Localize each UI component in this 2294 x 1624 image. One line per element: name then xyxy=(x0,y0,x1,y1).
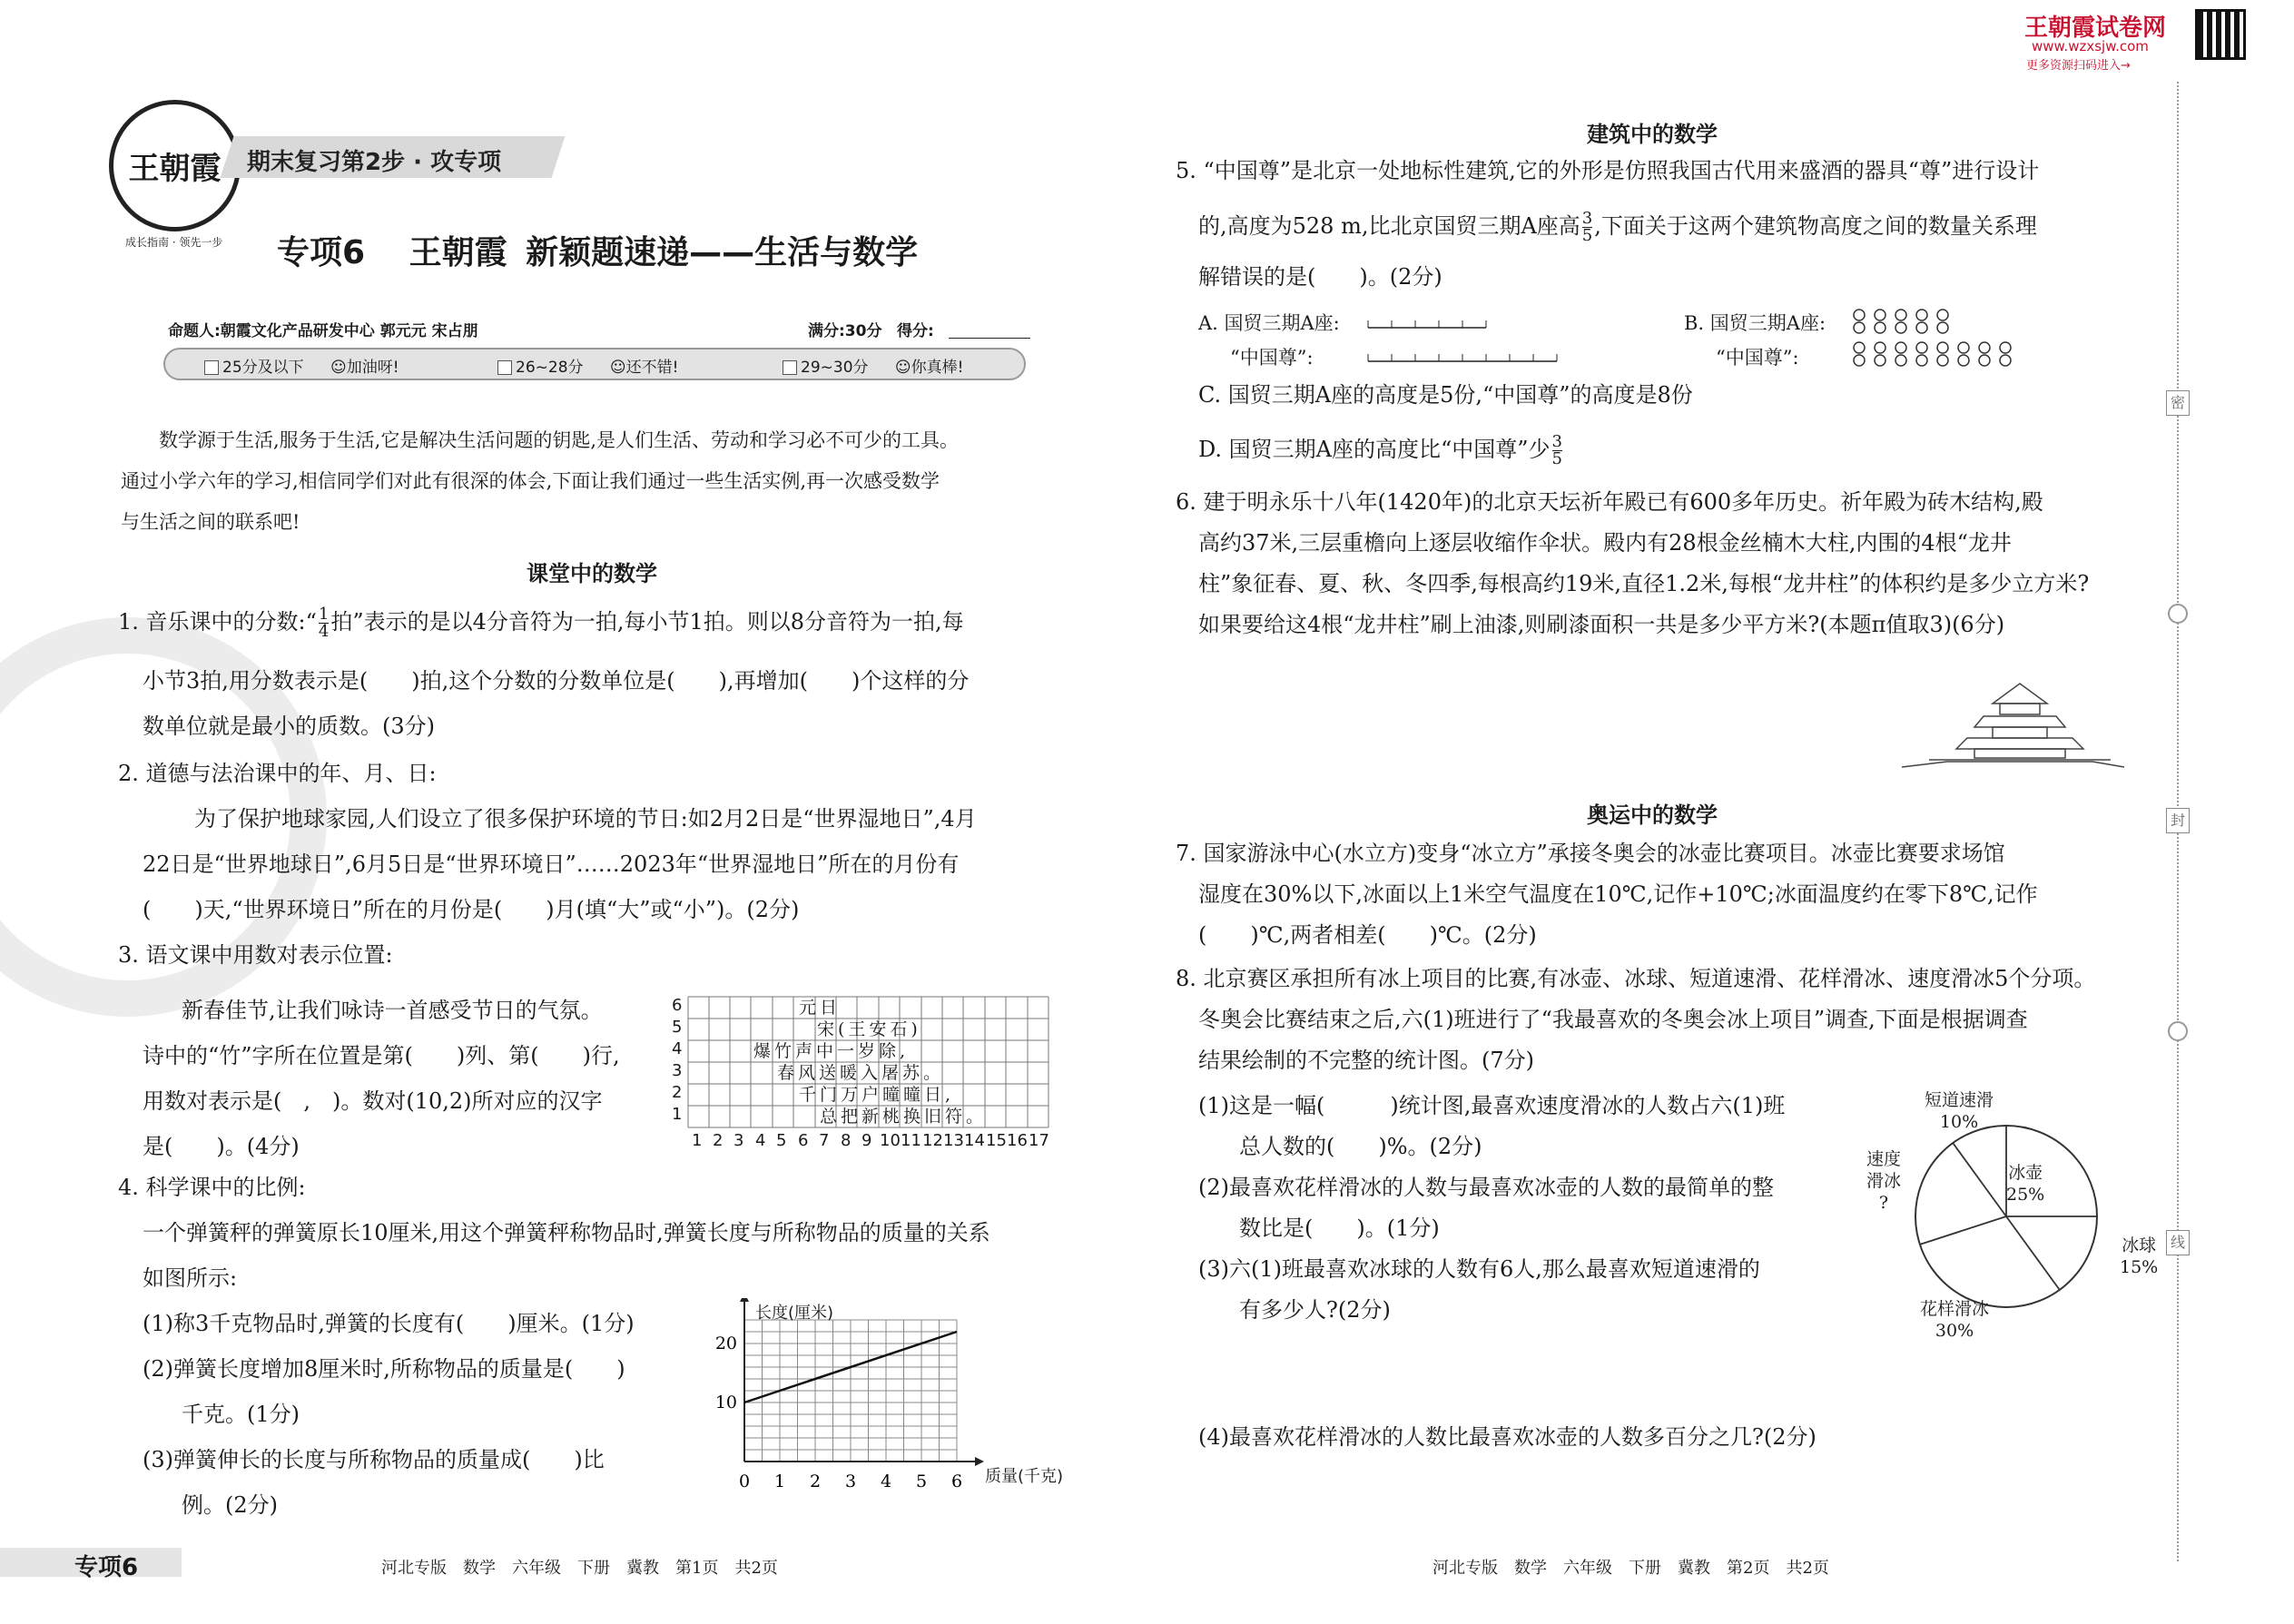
page-title xyxy=(277,227,918,273)
q8-sub-2b: 数比是( )。(1分) xyxy=(1239,1216,1440,1241)
x-tick-label: 3 xyxy=(844,1471,857,1491)
qr-code-icon xyxy=(2195,9,2246,60)
rating-1: 25分及以下 ☺加油呀! xyxy=(204,354,399,377)
pie-label-shortrack: 短道速滑 10% xyxy=(1925,1090,1994,1132)
q8-sub-2a: (2)最喜欢花样滑冰的人数与最喜欢冰壶的人数的最简单的整 xyxy=(1198,1175,1774,1200)
pie-label-speed: 速度滑冰 ? xyxy=(1866,1149,1901,1213)
site-tip: 更多资源扫码进入→ xyxy=(2026,59,2131,73)
q5-option-b-label-2: “中国尊”: xyxy=(1716,347,1799,369)
x-tick-label: 5 xyxy=(915,1471,928,1491)
title-prefix: 专项6 xyxy=(277,234,366,271)
q1-line-3: 数单位就是最小的质数。(3分) xyxy=(143,714,435,739)
q7-line-1: 7. 国家游泳中心(水立方)变身“冰立方”承接冬奥会的冰壶比赛项目。冰壶比赛要求场馆 xyxy=(1176,841,2005,866)
score-got: 得分: xyxy=(897,322,934,340)
q5-fraction: $\frac{3}{5}$ xyxy=(1581,209,1593,245)
temple-illustration-icon xyxy=(1893,676,2129,776)
poem-row-1: 总把新桃换旧符。 xyxy=(820,1107,988,1127)
q5-option-a-label-2: “中国尊”: xyxy=(1230,347,1314,369)
binding-hole-1-icon xyxy=(2168,604,2188,624)
x-axis-arrow xyxy=(975,1457,984,1466)
q8-sub-3a: (3)六(1)班最喜欢冰球的人数有6人,那么最喜欢短道速滑的 xyxy=(1198,1256,1760,1282)
intro-line-1: 数学源于生活,服务于生活,它是解决生活问题的钥匙,是人们生活、劳动和学习必不可少的工具。 xyxy=(159,429,960,451)
rating-3: 29~30分 ☺你真棒! xyxy=(783,354,963,377)
poem-x-axis: 1 2 3 4 5 6 7 8 9 10 11 12 13 14 15 16 17 xyxy=(692,1131,1049,1150)
q1-fraction: $\frac{1}{4}$ xyxy=(318,605,330,641)
binding-hole-2-icon xyxy=(2168,1021,2188,1041)
q5-option-c: C. 国贸三期A座的高度是5份,“中国尊”的高度是8份 xyxy=(1198,382,1693,408)
x-tick-label: 0 xyxy=(738,1471,751,1491)
q6-line-2: 高约37米,三层重檐向上逐层收缩作伞状。殿内有28根金丝楠木大柱,内围的4根“龙井 xyxy=(1198,530,2012,556)
q2-line-1: 2. 道德与法治课中的年、月、日: xyxy=(118,761,437,786)
pie-label-curling: 冰壶 25% xyxy=(2006,1163,2045,1205)
q2-line-2: 为了保护地球家园,人们设立了很多保护环境的节日:如2月2日是“世界湿地日”,4月 xyxy=(194,806,977,832)
section-olympics: 奥运中的数学 xyxy=(1587,802,1718,828)
q5-line-2: 的,高度为528 m,比北京国贸三期A座高 $\frac{3}{5}$ ,下面关于这两个建筑物高度之间的数量关系理 xyxy=(1198,209,2037,245)
score-blank xyxy=(949,338,1030,339)
intro-line-3: 与生活之间的联系吧! xyxy=(121,511,300,533)
poem-y-3: 3 xyxy=(672,1061,683,1080)
q5-line-3: 解错误的是( )。(2分) xyxy=(1198,264,1442,290)
q8-line-1: 8. 北京赛区承担所有冰上项目的比赛,有冰壶、冰球、短道速滑、花样滑冰、速度滑冰5个分项。 xyxy=(1176,966,2096,991)
q3-line-5: 是( )。(4分) xyxy=(143,1134,300,1159)
seal-mark-3: 线 xyxy=(2166,1230,2190,1255)
q5-option-a-bar-1 xyxy=(1366,313,1489,331)
q5-option-a-bar-2 xyxy=(1366,347,1561,365)
q7-line-3: ( )℃,两者相差( )℃。(2分) xyxy=(1198,922,1537,948)
q4-sub-2b: 千克。(1分) xyxy=(182,1402,300,1427)
q4-sub-2a: (2)弹簧长度增加8厘米时,所称物品的质量是( ) xyxy=(143,1356,625,1382)
poem-y-4: 4 xyxy=(672,1039,683,1058)
x-tick-label: 6 xyxy=(950,1471,963,1491)
poem-y-5: 5 xyxy=(672,1018,683,1037)
brand-logo xyxy=(109,100,241,231)
q1-line-2: 小节3拍,用分数表示是( )拍,这个分数的分数单位是( ),再增加( )个这样的分 xyxy=(143,668,970,694)
section-architecture: 建筑中的数学 xyxy=(1587,122,1718,147)
logo-text: 王朝霞 xyxy=(128,151,222,187)
q8-sub-3b: 有多少人?(2分) xyxy=(1239,1297,1391,1323)
poem-y-6: 6 xyxy=(672,996,683,1015)
q3-line-1: 3. 语文课中用数对表示位置: xyxy=(118,942,393,968)
site-name: 王朝霞试卷网 xyxy=(2024,15,2167,42)
q8-line-2: 冬奥会比赛结束之后,六(1)班进行了“我最喜欢的冬奥会冰上项目”调查,下面是根据调查 xyxy=(1198,1007,2028,1032)
q4-line-1: 4. 科学课中的比例: xyxy=(118,1175,306,1200)
seal-mark-2: 封 xyxy=(2166,808,2190,833)
q3-line-2: 新春佳节,让我们咏诗一首感受节日的气氛。 xyxy=(182,998,603,1023)
q2-line-4: ( )天,“世界环境日”所在的月份是( )月(填“大”或“小”)。(2分) xyxy=(143,897,800,922)
x-tick-label: 4 xyxy=(880,1471,892,1491)
poem-row-2: 千门万户曈曈日, xyxy=(799,1085,955,1105)
q6-line-4: 如果要给这4根“龙井柱”刷上油漆,则刷漆面积一共是多少平方米?(本题π值取3)(6分) xyxy=(1198,612,2005,637)
intro-line-2: 通过小学六年的学习,相信同学们对此有很深的体会,下面让我们通过一些生活实例,再一次感受数学 xyxy=(121,470,940,492)
q3-line-3: 诗中的“竹”字所在位置是第( )列、第( )行, xyxy=(143,1043,620,1068)
q8-sub-1a: (1)这是一幅( )统计图,最喜欢速度滑冰的人数占六(1)班 xyxy=(1198,1093,1786,1118)
poem-row-4: 爆竹声中一岁除, xyxy=(753,1041,910,1061)
q8-sub-4: (4)最喜欢花样滑冰的人数比最喜欢冰壶的人数多百分之几?(2分) xyxy=(1198,1424,1816,1450)
poem-y-1: 1 xyxy=(672,1105,683,1124)
q5-option-b: B. 国贸三期A座: xyxy=(1684,312,1826,334)
q8-line-3: 结果绘制的不完整的统计图。(7分) xyxy=(1198,1048,1534,1073)
poem-row-5: 宋(王安石) xyxy=(817,1019,921,1039)
footer-right-text: 河北专版 数学 六年级 下册 冀教 第2页 共2页 xyxy=(1433,1559,1829,1578)
pie-label-hockey: 冰球 15% xyxy=(2120,1235,2159,1277)
q4-line-2: 一个弹簧秤的弹簧原长10厘米,用这个弹簧秤称物品时,弹簧长度与所称物品的质量的关系 xyxy=(143,1220,990,1245)
q5-option-b-circles-2 xyxy=(1850,340,2023,367)
y-tick-label: 20 xyxy=(714,1334,737,1353)
y-tick-label: 10 xyxy=(714,1393,737,1412)
logo-sub: 成长指南 · 领先一步 xyxy=(125,236,223,249)
title-brand: 王朝霞 xyxy=(409,233,507,271)
q7-line-2: 湿度在30%以下,冰面以上1米空气温度在10℃,记作+10℃;冰面温度约在零下8℃,记作 xyxy=(1198,881,2038,907)
title-main: 新颖题速递——生活与数学 xyxy=(526,234,919,271)
footer-left-text: 河北专版 数学 六年级 下册 冀教 第1页 共2页 xyxy=(381,1559,778,1578)
q5-option-b-circles-1 xyxy=(1850,307,1959,334)
x-tick-label: 1 xyxy=(773,1471,786,1491)
site-url: www.wzxsjw.com xyxy=(2032,38,2149,54)
q4-line-3: 如图所示: xyxy=(143,1265,238,1291)
q4-sub-3a: (3)弹簧伸长的长度与所称物品的质量成( )比 xyxy=(143,1447,605,1472)
score-total: 满分:30分 xyxy=(808,322,882,340)
chart-xlabel: 质量(千克) xyxy=(985,1467,1064,1486)
pie-chart xyxy=(1906,1117,2106,1316)
poem-y-2: 2 xyxy=(672,1083,683,1102)
footer-left-tag: 专项6 xyxy=(74,1554,139,1581)
q5-option-d: D. 国贸三期A座的高度比“中国尊”少 $\frac{3}{5}$ xyxy=(1198,432,1562,468)
q4-sub-1: (1)称3千克物品时,弹簧的长度有( )厘米。(1分) xyxy=(143,1311,635,1336)
q6-line-1: 6. 建于明永乐十八年(1420年)的北京天坛祈年殿已有600多年历史。祈年殿为砖木结构,殿 xyxy=(1176,489,2043,515)
pie-label-figure: 花样滑冰 30% xyxy=(1920,1299,1990,1341)
q4-sub-3b: 例。(2分) xyxy=(182,1492,278,1518)
x-tick-label: 2 xyxy=(809,1471,822,1491)
poem-row-6: 元日 xyxy=(799,998,842,1018)
q3-line-4: 用数对表示是( , )。数对(10,2)所对应的汉字 xyxy=(143,1088,603,1114)
seal-mark-1: 密 xyxy=(2166,390,2190,416)
y-axis-arrow xyxy=(740,1298,749,1302)
step-banner-text: 期末复习第2步 · 攻专项 xyxy=(247,149,502,176)
q8-sub-1b: 总人数的( )%。(2分) xyxy=(1239,1134,1482,1159)
q6-line-3: 柱”象征春、夏、秋、冬四季,每根高约19米,直径1.2米,每根“龙井柱”的体积约是多少立方米? xyxy=(1198,571,2090,596)
q2-line-3: 22日是“世界地球日”,6月5日是“世界环境日”……2023年“世界湿地日”所在的月份有 xyxy=(143,851,960,877)
poem-row-3: 春风送暖入屠苏。 xyxy=(777,1063,945,1083)
q5-option-d-fraction: $\frac{3}{5}$ xyxy=(1551,432,1562,468)
chart-ylabel: 长度(厘米) xyxy=(755,1304,834,1323)
section-classroom: 课堂中的数学 xyxy=(527,561,657,586)
q5-option-a: A. 国贸三期A座: xyxy=(1198,312,1340,334)
q5-line-1: 5. “中国尊”是北京一处地标性建筑,它的外形是仿照我国古代用来盛酒的器具“尊”进行设计 xyxy=(1176,158,2040,183)
rating-2: 26~28分 ☺还不错! xyxy=(497,354,678,377)
authors: 命题人:朝霞文化产品研发中心 郭元元 宋占朋 xyxy=(168,322,478,340)
q1-line-1: 1. 音乐课中的分数:“ $\frac{1}{4}$ 拍”表示的是以4分音符为一拍,每小节1拍。则以8分音符为一拍,每 xyxy=(118,605,964,641)
